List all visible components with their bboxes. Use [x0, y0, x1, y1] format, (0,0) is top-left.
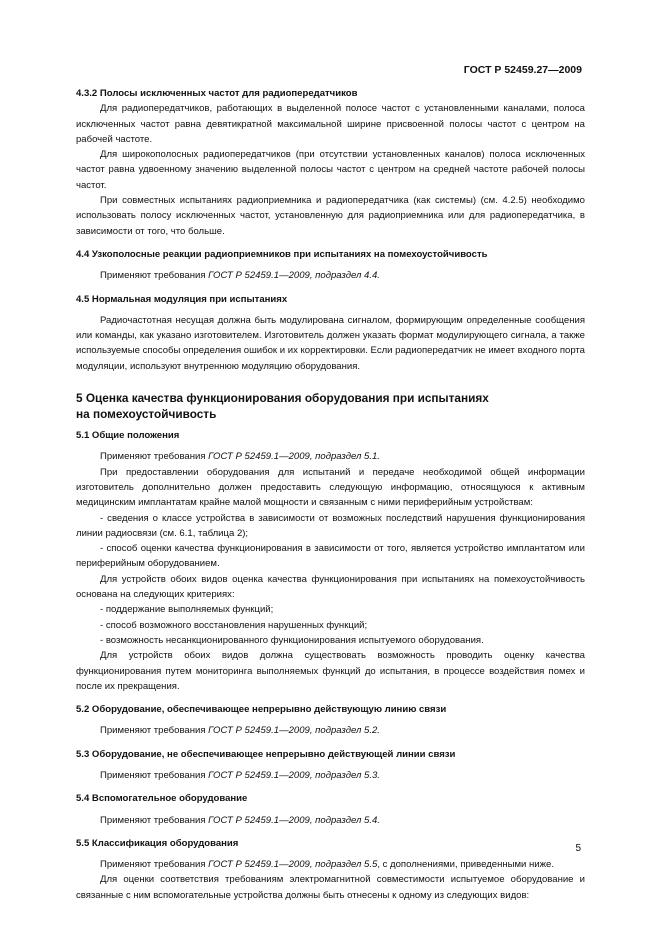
- paragraph: Для широкополосных радиопередатчиков (при отсутствии установленных каналов) полоса исключенных частот равна удвоенному значению выделенной полосы частот с центром на средней частоте рабочей полосы частот.: [76, 149, 585, 191]
- standard-reference: ГОСТ Р 52459.1—2009, подраздел 5.4.: [208, 814, 380, 826]
- list-item: - способ возможного восстановления нарушенных функций;: [100, 619, 368, 631]
- standard-reference: ГОСТ Р 52459.1—2009, подраздел 5.3.: [208, 769, 380, 781]
- paragraph: Для устройств обоих видов должна существовать возможность проводить оценку качества функционирования путем мониторинга выполняемых функций до испытания, в процессе воздействия помех и после их прекращения.: [76, 650, 585, 692]
- paragraph: Для радиопередатчиков, работающих в выделенной полосе частот с установленными каналами, полоса исключенных частот равна девятикратной максимальной ширине присвоенной полосы частот с центром на рабочей частоте.: [76, 103, 585, 145]
- paragraph: При совместных испытаниях радиоприемника и радиопередатчика (как системы) (см. 4.2.5) необходимо использовать полосу исключенных частот, установленную для радиоприемника или для радиопередатчика, в зависимости от того, что больше.: [76, 195, 585, 237]
- requirement-prefix: Применяют требования: [100, 814, 209, 826]
- standard-reference: ГОСТ Р 52459.1—2009, подраздел 5.1.: [208, 451, 380, 463]
- standard-reference: ГОСТ Р 52459.1—2009, подраздел 4.4.: [208, 270, 380, 282]
- paragraph: [76, 857, 585, 872]
- paragraph: [76, 268, 585, 283]
- heading-5-4: 5.4 Вспомогательное оборудование: [76, 793, 248, 805]
- heading-5-1: 5.1 Общие положения: [76, 430, 180, 442]
- requirement-prefix: Применяют требования: [100, 270, 209, 282]
- paragraph: Для устройств обоих видов оценка качества функционирования при испытаниях на помехоустойчивость основана на следующих критериях:: [76, 573, 585, 601]
- requirement-suffix: , с дополнениями, приведенными ниже.: [377, 859, 554, 871]
- heading-5-5: 5.5 Классификация оборудования: [76, 837, 239, 849]
- paragraph: [76, 449, 585, 464]
- list-item: - поддержание выполняемых функций;: [100, 604, 274, 616]
- page-number: 5: [575, 843, 581, 854]
- paragraph: [76, 768, 585, 783]
- requirement-prefix: Применяют требования: [100, 769, 209, 781]
- heading-5-line2: на помехоустойчивость: [76, 407, 217, 422]
- paragraph: Для оценки соответствия требованиям электромагнитной совместимости испытуемое оборудование и связанные с ним вспомогательные устройства должны быть отнесены к одному из следующих видов:: [76, 874, 585, 901]
- heading-4-4: 4.4 Узкополосные реакции радиоприемников при испытаниях на помехоустойчивость: [76, 248, 488, 260]
- page-content: [76, 86, 585, 903]
- paragraph: [76, 813, 585, 828]
- paragraph: [76, 723, 585, 738]
- paragraph: При предоставлении оборудования для испытаний и передаче необходимой общей информации изготовитель дополнительно должен предоставить следующую информацию, относящуюся к активным медицинским имплантатам крайне малой мощности и связанным с ними периферийным устройствам:: [76, 466, 585, 509]
- heading-4-5: 4.5 Нормальная модуляция при испытаниях: [76, 293, 288, 305]
- paragraph: Радиочастотная несущая должна быть модулирована сигналом, формирующим определенные сообщения или команды, как указано изготовителем. Изготовитель должен указать формат модулирующего сигнала, а также используемые способы определения ошибок и их корректировки. Если радиопередатчик не имеет входного порта модуляции, используют внутреннюю модуляцию оборудования.: [76, 314, 585, 372]
- list-item: - возможность несанкционированного функционирования испытуемого оборудования.: [100, 634, 484, 646]
- list-item: - сведения о классе устройства в зависимости от возможных последствий нарушения функционирования линии радиосвязи (см. 6.1, таблица 2);: [76, 512, 585, 539]
- list-item: - способ оценки качества функционирования в зависимости от того, является устройство имплантатом или периферийным оборудованием.: [76, 543, 585, 570]
- standard-reference: ГОСТ Р 52459.1—2009, подраздел 5.5: [208, 859, 378, 871]
- heading-5-line1: 5 Оценка качества функционирования оборудования при испытаниях: [76, 391, 489, 406]
- requirement-prefix: Применяют требования: [100, 859, 209, 871]
- heading-4-3-2: 4.3.2 Полосы исключенных частот для радиопередатчиков: [76, 88, 358, 99]
- heading-5-3: 5.3 Оборудование, не обеспечивающее непрерывно действующей линии связи: [76, 748, 456, 760]
- requirement-prefix: Применяют требования: [100, 725, 209, 737]
- heading-5: [76, 390, 585, 422]
- standard-reference: ГОСТ Р 52459.1—2009, подраздел 5.2.: [208, 725, 380, 737]
- requirement-prefix: Применяют требования: [100, 451, 209, 463]
- standard-id-header: ГОСТ Р 52459.27—2009: [463, 64, 582, 76]
- heading-5-2: 5.2 Оборудование, обеспечивающее непрерывно действующую линию связи: [76, 704, 447, 716]
